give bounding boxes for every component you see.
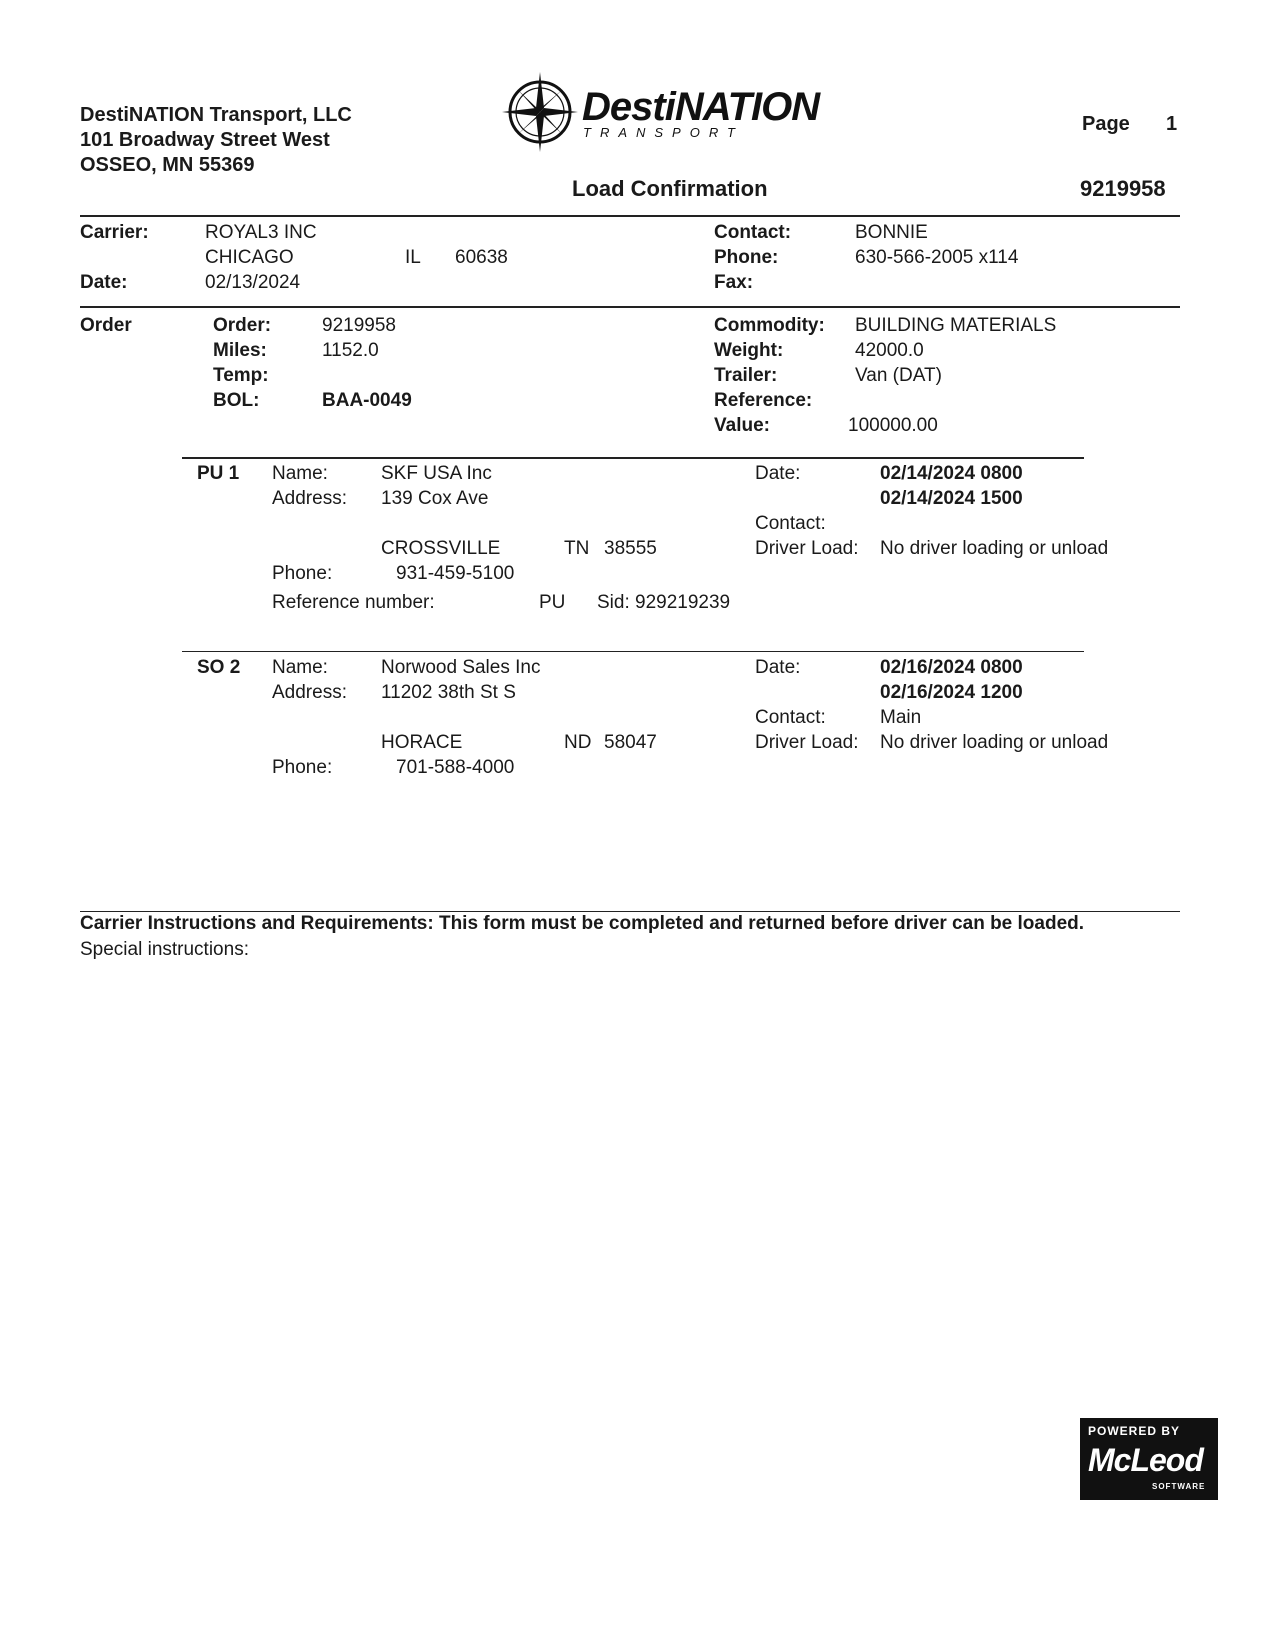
special-instructions-label: Special instructions: <box>80 939 249 960</box>
stop-contact-label: Contact: <box>755 707 826 728</box>
doc-number: 9219958 <box>1080 176 1166 201</box>
miles-value: 1152.0 <box>322 340 379 361</box>
page-label: Page <box>1082 113 1130 135</box>
commodity-label: Commodity: <box>714 315 825 336</box>
stop-ref-label: Reference number: <box>272 592 435 613</box>
carrier-phone-label: Phone: <box>714 247 779 268</box>
company-street: 101 Broadway Street West <box>80 129 330 151</box>
carrier-date: 02/13/2024 <box>205 272 301 293</box>
stop-city: CROSSVILLE <box>381 538 501 559</box>
stop-zip: 38555 <box>604 538 657 559</box>
commodity-value: BUILDING MATERIALS <box>855 315 1057 336</box>
company-city-line: OSSEO, MN 55369 <box>80 154 255 176</box>
mcleod-software: SOFTWARE <box>1152 1482 1206 1491</box>
stop-address-label: Address: <box>272 488 347 509</box>
stop-date-label: Date: <box>755 463 801 484</box>
stop-city: HORACE <box>381 732 463 753</box>
stop-date-late: 02/14/2024 1500 <box>880 488 1023 509</box>
stop-date-late: 02/16/2024 1200 <box>880 682 1023 703</box>
mcleod-wordmark: McLeod <box>1088 1442 1203 1478</box>
carrier-phone: 630-566-2005 x114 <box>855 247 1019 268</box>
stop-contact-label: Contact: <box>755 513 826 534</box>
miles-label: Miles: <box>213 340 267 361</box>
carrier-label: Carrier: <box>80 222 149 243</box>
bol-value: BAA-0049 <box>322 390 412 411</box>
carrier-date-label: Date: <box>80 272 128 293</box>
stop-state: TN <box>564 538 590 559</box>
order-number: 9219958 <box>322 315 396 336</box>
stop-tag: SO 2 <box>197 657 241 678</box>
carrier-name: ROYAL3 INC <box>205 222 317 243</box>
stop-date-early: 02/16/2024 0800 <box>880 657 1023 678</box>
temp-label: Temp: <box>213 365 269 386</box>
weight-value: 42000.0 <box>855 340 924 361</box>
mcleod-logo <box>1080 1418 1218 1500</box>
carrier-fax-label: Fax: <box>714 272 754 293</box>
stop-phone: 701-588-4000 <box>396 757 515 778</box>
divider-order <box>80 306 1180 308</box>
stop-date-label: Date: <box>755 657 801 678</box>
carrier-zip: 60638 <box>455 247 508 268</box>
trailer-label: Trailer: <box>714 365 778 386</box>
stop-state: ND <box>564 732 592 753</box>
divider-top <box>80 215 1180 217</box>
stop-phone-label: Phone: <box>272 757 333 778</box>
reference-label: Reference: <box>714 390 813 411</box>
carrier-city: CHICAGO <box>205 247 294 268</box>
doc-title: Load Confirmation <box>572 176 768 201</box>
divider-stop-1 <box>182 457 1084 459</box>
compass-rose-icon <box>500 70 580 154</box>
carrier-state: IL <box>405 247 421 268</box>
stop-name-label: Name: <box>272 463 328 484</box>
value-amount: 100000.00 <box>848 415 938 436</box>
stop-driver-load: No driver loading or unload <box>880 732 1109 753</box>
logo-wordmark: DestiNATION <box>582 85 820 129</box>
page-number: 1 <box>1166 113 1178 135</box>
value-label: Value: <box>714 415 770 436</box>
stop-ref-value: Sid: 929219239 <box>597 592 731 613</box>
stop-zip: 58047 <box>604 732 657 753</box>
trailer-value: Van (DAT) <box>855 365 942 386</box>
divider-stop-2 <box>182 651 1084 652</box>
stop-driver-load-label: Driver Load: <box>755 732 859 753</box>
instructions-heading: Carrier Instructions and Requirements: This form must be completed and returned before driver can be loaded. <box>80 913 1085 934</box>
stop-name: Norwood Sales Inc <box>381 657 541 678</box>
stop-phone-label: Phone: <box>272 563 333 584</box>
stop-ref-type: PU <box>539 592 566 613</box>
stop-contact: Main <box>880 707 922 728</box>
company-name: DestiNATION Transport, LLC <box>80 104 352 126</box>
stop-phone: 931-459-5100 <box>396 563 515 584</box>
bol-label: BOL: <box>213 390 260 411</box>
divider-instructions <box>80 911 1180 912</box>
weight-label: Weight: <box>714 340 784 361</box>
stop-address: 11202 38th St S <box>381 682 516 703</box>
stop-name-label: Name: <box>272 657 328 678</box>
carrier-contact: BONNIE <box>855 222 928 243</box>
stop-date-early: 02/14/2024 0800 <box>880 463 1023 484</box>
stop-address: 139 Cox Ave <box>381 488 489 509</box>
stop-driver-load: No driver loading or unload <box>880 538 1109 559</box>
stop-tag: PU 1 <box>197 463 240 484</box>
order-section-label: Order <box>80 315 132 336</box>
stop-address-label: Address: <box>272 682 347 703</box>
mcleod-powered-by: POWERED BY <box>1088 1424 1181 1438</box>
order-number-label: Order: <box>213 315 272 336</box>
carrier-contact-label: Contact: <box>714 222 792 243</box>
stop-driver-load-label: Driver Load: <box>755 538 859 559</box>
stop-name: SKF USA Inc <box>381 463 492 484</box>
logo-subtitle: TRANSPORT <box>583 125 744 140</box>
